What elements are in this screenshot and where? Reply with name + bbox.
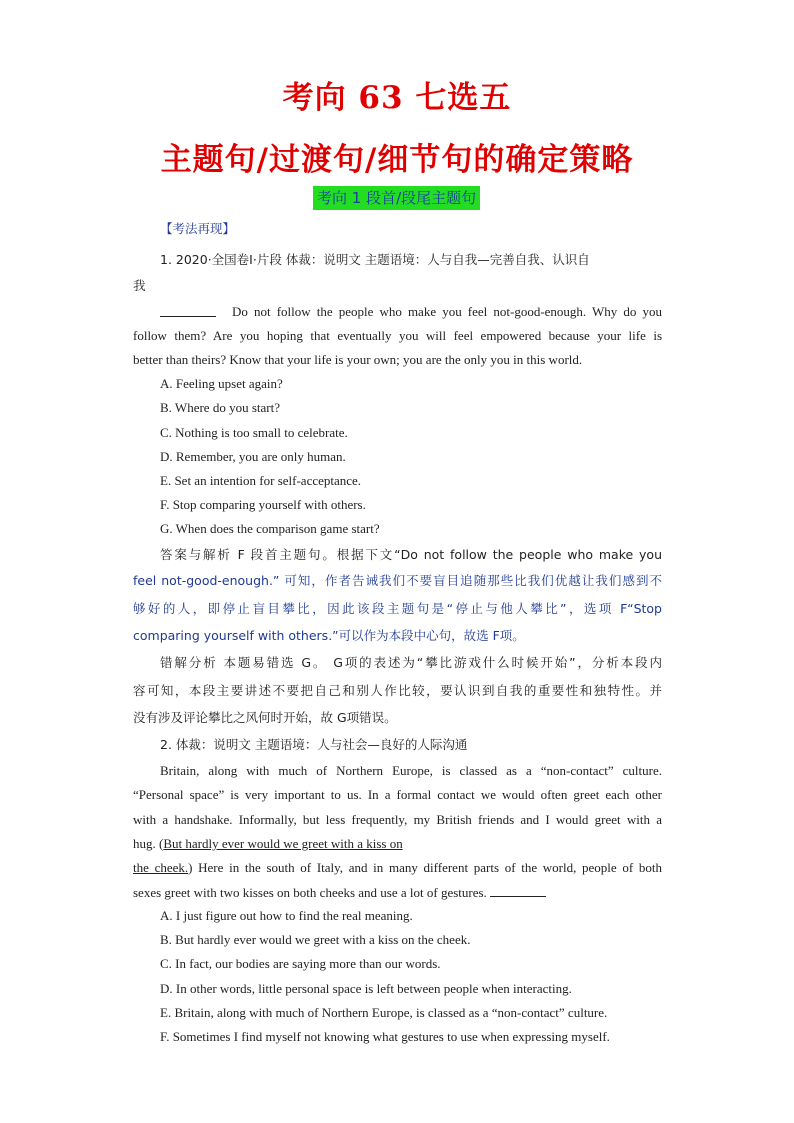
q2-underlined-answer-cont: the cheek.: [133, 860, 189, 875]
q1-option-d: D. Remember, you are only human.: [160, 449, 346, 464]
q2-passage-line: “Personal space” is very important to us. In a formal contact we would often greet each other: [133, 787, 662, 802]
q1-option-e: E. Set an intention for self-acceptance.: [160, 473, 362, 488]
q2-passage-line: hug. (But hardly ever would we greet with a kiss on: [133, 836, 403, 851]
q1-option-b: B. Where do you start?: [160, 400, 280, 415]
q1-header: 1. 2020·全国卷Ⅰ·片段 体裁：说明文 主题语境：人与自我—完善自我、认识自: [160, 252, 590, 267]
q1-answer-line: comparing yourself with others.”可以作为本段中心句，故选 F项。: [133, 628, 525, 643]
q1-passage-line: Do not follow the people who make you feel not-good-enough. Why do you: [232, 304, 662, 319]
q1-error-line: 没有涉及评论攀比之风何时开始，故 G项错误。: [133, 710, 397, 725]
q2-option-e: E. Britain, along with much of Northern Europe, is classed as a “non-contact” culture.: [160, 1005, 608, 1020]
q1-header-cont: 我: [133, 278, 146, 293]
q2-option-d: D. In other words, little personal space is left between people when interacting.: [160, 981, 572, 996]
q2-underlined-answer: But hardly ever would we greet with a kiss on: [163, 836, 403, 851]
q1-answer: 答案与解析 F 段首主题句。根据下文“Do not follow the people who make you: [160, 547, 662, 562]
q1-blank: [160, 304, 216, 321]
q2-passage-line: sexes greet with two kisses on both cheeks and use a lot of gestures.: [133, 884, 546, 901]
q2-passage-line: Britain, along with much of Northern Europe, is classed as a “non-contact” culture.: [160, 763, 662, 778]
q2-passage-line: with a handshake. Informally, but less frequently, my British friends and I would greet with a: [133, 812, 662, 827]
title-line-2: 主题句/过渡句/细节句的确定策略: [160, 142, 634, 178]
q2-header: 2. 体裁：说明文 主题语境：人与社会—良好的人际沟通: [160, 737, 468, 752]
title-line-1: 考向 63 七选五: [282, 80, 512, 116]
kaofa-heading: 【考法再现】: [160, 221, 236, 236]
q2-option-a: A. I just figure out how to find the real meaning.: [160, 908, 413, 923]
q2-blank: [490, 884, 546, 897]
q1-option-f: F. Stop comparing yourself with others.: [160, 497, 366, 512]
q1-passage-line: follow them? Are you hoping that eventually you will feel empowered because your life is: [133, 328, 662, 343]
section-heading: 考向 1 段首/段尾主题句: [313, 186, 480, 210]
q1-option-a: A. Feeling upset again?: [160, 376, 283, 391]
q2-option-c: C. In fact, our bodies are saying more than our words.: [160, 956, 441, 971]
q1-passage-line: better than theirs? Know that your life is your own; you are the only you in this world.: [133, 352, 583, 367]
q2-passage-line: the cheek.) Here in the south of Italy, and in many different parts of the world, people of both: [133, 860, 662, 875]
q1-error-analysis: 错解分析 本题易错选 G。 G项的表述为“攀比游戏什么时候开始”，分析本段内: [160, 655, 662, 670]
q1-option-c: C. Nothing is too small to celebrate.: [160, 425, 348, 440]
q2-option-f: F. Sometimes I find myself not knowing what gestures to use when expressing myself.: [160, 1029, 610, 1044]
q2-option-b: B. But hardly ever would we greet with a kiss on the cheek.: [160, 932, 471, 947]
q1-error-line: 容可知，本段主要讲述不要把自己和别人作比较，要认识到自我的重要性和独特性。并: [133, 683, 662, 698]
q1-option-g: G. When does the comparison game start?: [160, 521, 380, 536]
q1-answer-line: 够好的人，即停止盲目攀比，因此该段主题句是“停止与他人攀比”，选项 F“Stop: [133, 601, 662, 616]
q1-answer-line: feel not-good-enough.” 可知，作者告诫我们不要盲目追随那些比我们优越让我们感到不: [133, 573, 662, 588]
